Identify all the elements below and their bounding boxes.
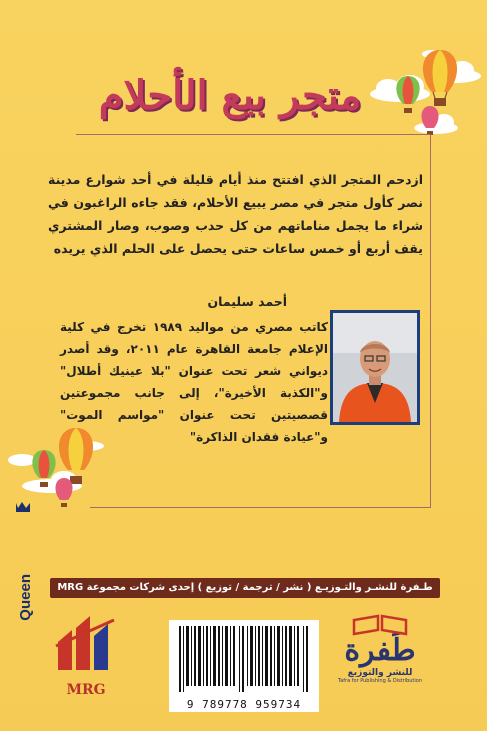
- crown-icon: [16, 502, 30, 512]
- author-portrait-icon: [333, 313, 417, 422]
- author-photo: [330, 310, 420, 425]
- mrg-logo: [48, 612, 124, 698]
- mrg-label: MRG: [66, 682, 106, 698]
- tafra-subtitle: للنشر والتوزيع: [347, 668, 413, 678]
- book-title: متجر بيع الأحلام: [98, 72, 362, 119]
- author-bio: كاتب مصري من مواليد ١٩٨٩ تخرج في كلية الإعلام جامعة القاهرة عام ٢٠١١، وقد أصدر ديواني شعر تحت عنوان "بلا عينيك أطلال" و"الكذبة الأخيرة"، إلى جانب مجموعتين قصصيتين تحت عنوان "مواسم الموت" و"عيادة فقدان الذاكرة": [60, 320, 328, 444]
- tafra-name: طَفرة: [344, 633, 416, 668]
- isbn-number: 9 789778 959734: [186, 698, 302, 711]
- hot-air-balloon-icon: [423, 50, 457, 106]
- queen-logo-icon: [8, 500, 38, 621]
- open-book-icon: [350, 614, 410, 636]
- tafra-logo: [330, 610, 430, 710]
- barcode-icon: [177, 626, 311, 692]
- tafra-english: Tafra for Publishing & Distribution: [337, 678, 423, 684]
- queen-logo: [8, 500, 38, 621]
- frame-divider: [76, 134, 431, 135]
- author-name: أحمد سليمان: [207, 294, 287, 309]
- queen-logo-text: Queen: [17, 574, 34, 621]
- hot-air-balloon-icon: [55, 478, 72, 507]
- hot-air-balloon-icon: [396, 76, 419, 113]
- frame-divider: [430, 134, 431, 508]
- mrg-logo-icon: [48, 612, 124, 676]
- publisher-bar: طـفرة للنشـر والتـوزيـع ( نشر / ترجمة / توزيع ) إحدى شركات مجموعة MRG: [50, 578, 440, 598]
- isbn-barcode: [169, 620, 319, 712]
- frame-divider: [90, 507, 431, 508]
- book-description: ازدحم المتجر الذي افتتح منذ أيام قليلة في أحد شوارع مدينة نصر كأول متجر في مصر يبيع الأحلام، فقد جاءه الراغبون في شراء ما يجمل مناماتهم من كل حدب وصوب، وصار المشتري يقف أربع أو خمس ساعات حتى يحصل على الحلم الذي يريده: [48, 172, 423, 256]
